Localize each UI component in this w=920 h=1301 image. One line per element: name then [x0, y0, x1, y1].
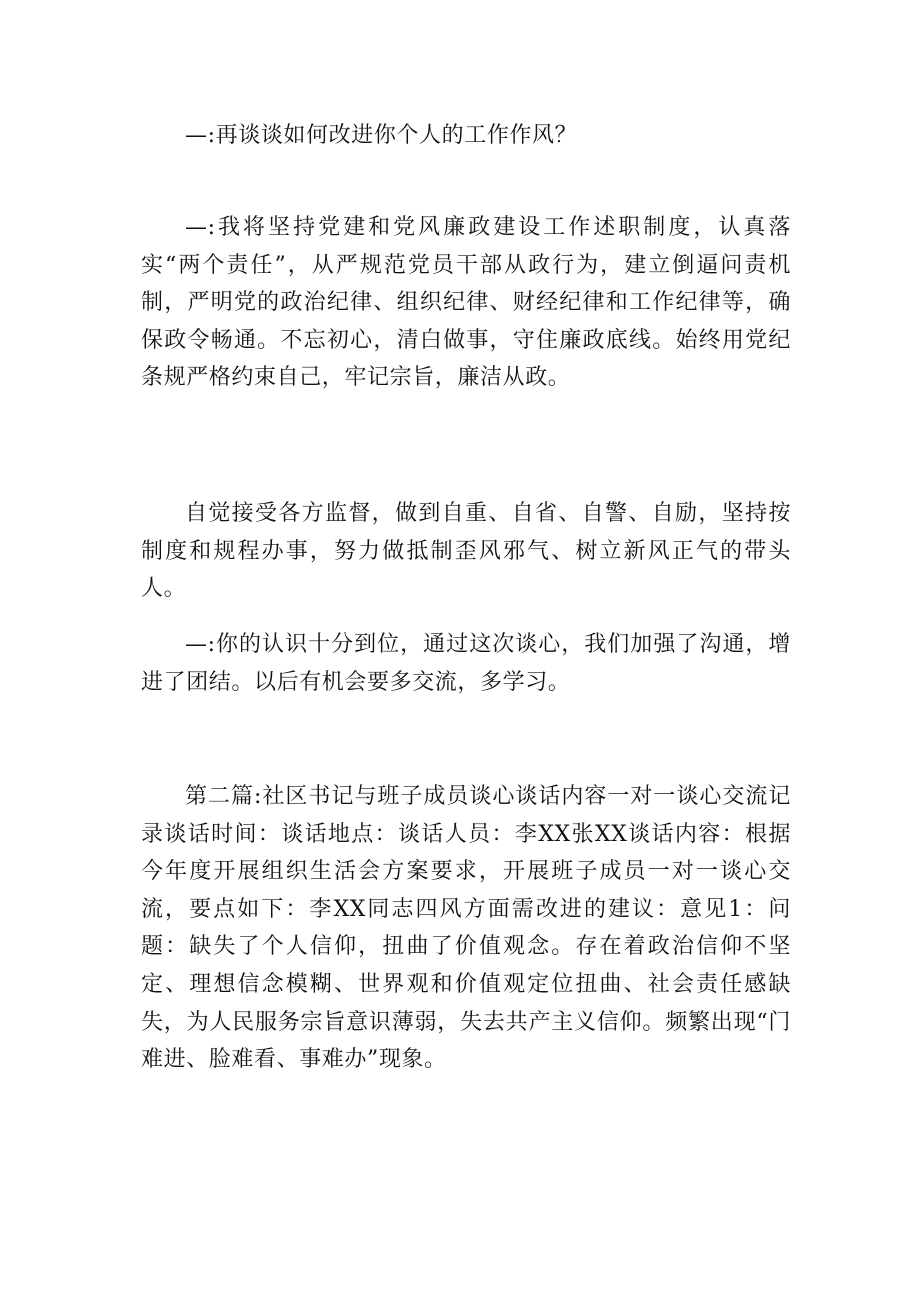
answer-paragraph: —:我将坚持党建和党风廉政建设工作述职制度，认真落实“两个责任”，从严规范党员干部从政行为，建立倒逼问责机制，严明党的政治纪律、组织纪律、财经纪律和工作纪律等，确保政令畅通。不忘初心，清白做事，守住廉政底线。始终用党纪条规严格约束自己，牢记宗旨，廉洁从政。 — [141, 215, 791, 391]
question-paragraph: —:再谈谈如何改进你个人的工作作风？ — [185, 123, 578, 148]
closing-remark-paragraph: —:你的认识十分到位，通过这次谈心，我们加强了沟通，增进了团结。以后有机会要多交流，多学习。 — [141, 632, 791, 695]
second-article-paragraph: 第二篇:社区书记与班子成员谈心谈话内容一对一谈心交流记录谈话时间：谈话地点：谈话人员：李XX张XX谈话内容：根据今年度开展组织生活会方案要求，开展班子成员一对一谈心交流，要点如下：李XX同志四风方面需改进的建议：意见1：问题：缺失了个人信仰，扭曲了价值观念。存在着政治信仰不坚定、理想信念模糊、世界观和价值观定位扭曲、社会责任感缺失，为人民服务宗旨意识薄弱，失去共产主义信仰。频繁出现“门难进、脸难看、事难办”现象。 — [141, 784, 791, 1073]
supervision-paragraph: 自觉接受各方监督，做到自重、自省、自警、自励，坚持按制度和规程办事，努力做抵制歪风邪气、树立新风正气的带头人。 — [141, 501, 791, 602]
